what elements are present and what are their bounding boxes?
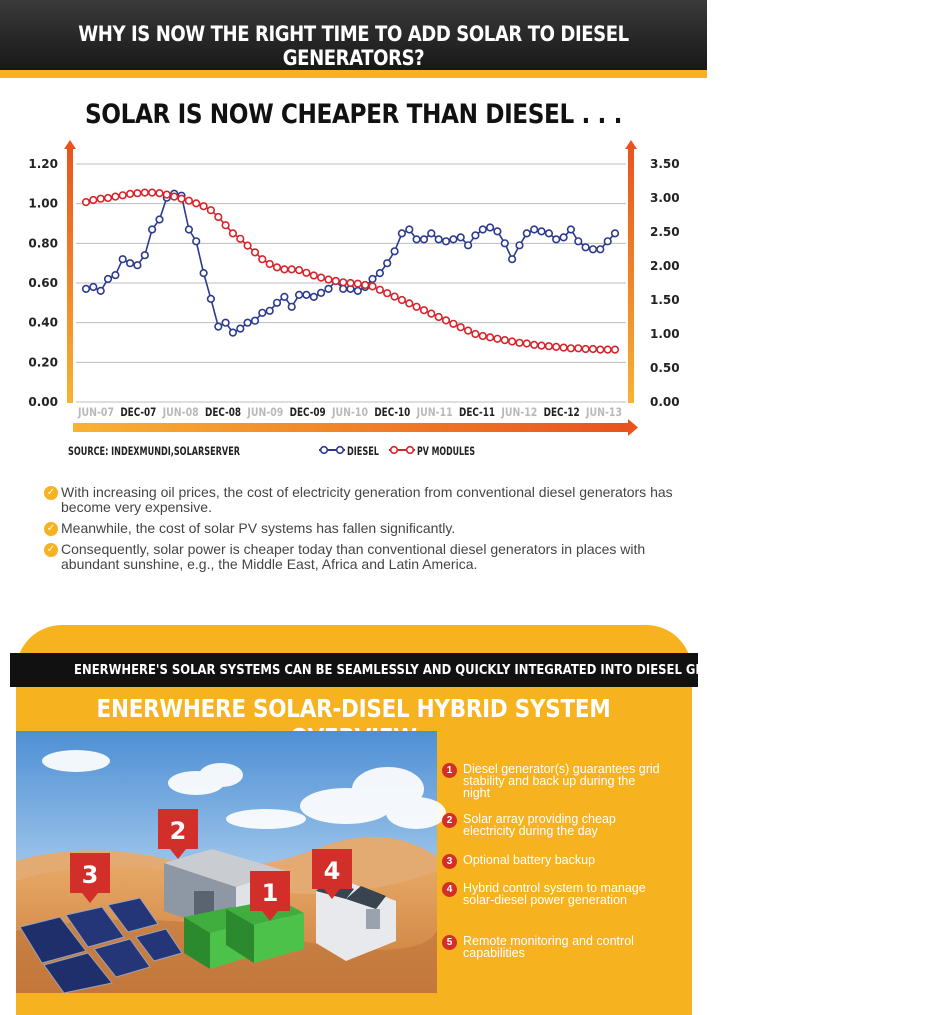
data-point xyxy=(266,261,273,268)
data-point xyxy=(480,226,487,233)
data-point xyxy=(450,321,457,328)
data-point xyxy=(90,284,97,291)
data-point xyxy=(516,242,523,249)
data-point xyxy=(311,272,318,279)
y-tick-left: 1.20 xyxy=(28,157,58,171)
data-point xyxy=(413,236,420,243)
key-point xyxy=(44,521,684,536)
data-point xyxy=(237,325,244,332)
x-tick-label: JUN-11 xyxy=(415,405,453,419)
data-point xyxy=(487,334,494,341)
data-point xyxy=(560,234,567,241)
data-point xyxy=(560,344,567,351)
data-point xyxy=(105,276,112,283)
y-tick-left: 0.80 xyxy=(28,236,58,251)
y-tick-right: 3.50 xyxy=(650,157,680,171)
left-axis-arrow xyxy=(64,140,76,149)
data-point xyxy=(259,310,266,317)
data-point xyxy=(428,230,435,237)
data-point xyxy=(369,283,376,290)
series-line xyxy=(86,194,615,333)
data-point xyxy=(303,270,310,277)
y-tick-right: 0.50 xyxy=(650,361,680,375)
data-point xyxy=(435,314,442,321)
data-point xyxy=(399,230,406,237)
data-point xyxy=(553,236,560,243)
component-item xyxy=(442,763,662,813)
data-point xyxy=(178,195,185,202)
x-tick-label: JUN-07 xyxy=(77,405,114,419)
data-point xyxy=(509,338,516,345)
data-point xyxy=(568,226,575,233)
integration-banner xyxy=(10,653,861,687)
data-point xyxy=(222,319,229,326)
data-point xyxy=(509,256,516,263)
y-tick-left: 0.00 xyxy=(28,395,58,409)
y-tick-right: 1.00 xyxy=(650,327,680,341)
data-point xyxy=(83,286,90,293)
data-point xyxy=(311,294,318,301)
component-item xyxy=(442,854,662,882)
key-point-text: Consequently, solar power is cheaper today than conventional diesel generators in places with abundant sunshine, e.g., the Middle East, Africa and Latin America. xyxy=(61,541,646,572)
x-tick-label: DEC-10 xyxy=(374,405,411,419)
data-point xyxy=(355,280,362,287)
x-axis-bar xyxy=(73,423,628,432)
key-point-text: Meanwhile, the cost of solar PV systems has fallen significantly. xyxy=(61,520,456,536)
marker-label: 1 xyxy=(261,879,279,907)
data-point xyxy=(597,246,604,253)
data-point xyxy=(347,280,354,287)
page-title: WHY IS NOW THE RIGHT TIME TO ADD SOLAR TO DIESEL GENERATORS? xyxy=(78,22,629,70)
data-point xyxy=(413,304,420,311)
data-point xyxy=(200,270,207,277)
data-point xyxy=(538,342,545,349)
data-point xyxy=(186,197,193,204)
y-tick-right: 2.00 xyxy=(650,259,680,273)
key-point xyxy=(44,485,684,515)
marker-label: 4 xyxy=(323,857,341,885)
data-point xyxy=(296,292,303,299)
data-point xyxy=(465,327,472,334)
overview-title: ENERWHERE SOLAR-DISEL HYBRID SYSTEM xyxy=(96,694,611,723)
data-point xyxy=(377,287,384,294)
data-point xyxy=(597,346,604,353)
data-point xyxy=(296,267,303,274)
data-point xyxy=(325,276,332,283)
data-point xyxy=(340,279,347,286)
right-axis-bar xyxy=(628,145,634,403)
data-point xyxy=(465,242,472,249)
data-point xyxy=(487,224,494,231)
data-point xyxy=(134,262,141,269)
data-point xyxy=(193,238,200,245)
data-point xyxy=(97,195,104,202)
data-point xyxy=(340,286,347,293)
data-point xyxy=(568,345,575,352)
data-point xyxy=(149,189,156,196)
y-tick-left: 0.20 xyxy=(28,355,58,370)
left-axis-bar xyxy=(67,145,73,403)
data-point xyxy=(215,323,222,330)
data-point xyxy=(230,329,237,336)
pv-series xyxy=(83,189,619,353)
number-badge: 3 xyxy=(442,854,457,869)
data-point xyxy=(112,272,119,279)
x-tick-label: DEC-09 xyxy=(289,405,326,419)
diesel-series xyxy=(83,190,619,336)
chart-source: SOURCE: INDEXMUNDI,SOLARSERVER xyxy=(68,444,241,458)
data-point xyxy=(406,226,413,233)
integration-banner-text: ENERWHERE'S SOLAR SYSTEMS CAN BE SEAMLESSLY AND QUICKLY INTEGRATED INTO DIESEL GENERATORS / MINI-GRIDS xyxy=(74,662,861,678)
x-tick-label: DEC-08 xyxy=(205,405,241,419)
data-point xyxy=(112,193,119,200)
data-point xyxy=(83,199,90,206)
data-point xyxy=(281,266,288,273)
data-point xyxy=(119,192,126,199)
data-point xyxy=(472,331,479,338)
legend-pv xyxy=(389,444,475,458)
data-point xyxy=(428,310,435,317)
data-point xyxy=(531,226,538,233)
data-point xyxy=(252,317,259,324)
data-point xyxy=(553,344,560,351)
y-tick-right: 2.50 xyxy=(650,225,680,239)
data-point xyxy=(259,256,266,263)
key-point-text: With increasing oil prices, the cost of electricity generation from conventional diesel generators has become very expensive. xyxy=(61,484,673,515)
data-point xyxy=(281,294,288,301)
component-text: Optional battery backup xyxy=(463,853,596,867)
number-badge: 5 xyxy=(442,935,457,950)
data-point xyxy=(582,244,589,251)
marker-label: 2 xyxy=(169,817,187,845)
data-point xyxy=(274,264,281,271)
data-point xyxy=(546,230,553,237)
component-item xyxy=(442,935,662,975)
data-point xyxy=(362,282,369,289)
data-point xyxy=(575,238,582,245)
x-tick-label: JUN-10 xyxy=(331,405,368,419)
y-tick-left: 0.60 xyxy=(28,276,58,290)
x-tick-label: DEC-11 xyxy=(459,405,495,419)
data-point xyxy=(494,228,501,235)
x-tick-label: DEC-07 xyxy=(120,405,157,419)
data-point xyxy=(604,238,611,245)
hybrid-system-illustration xyxy=(16,731,437,993)
data-point xyxy=(186,226,193,233)
data-point xyxy=(127,191,134,198)
data-point xyxy=(208,207,215,214)
data-point xyxy=(149,226,156,233)
data-point xyxy=(590,246,597,253)
data-point xyxy=(582,346,589,353)
data-point xyxy=(208,296,215,303)
data-point xyxy=(90,197,97,204)
data-point xyxy=(384,260,391,267)
x-tick-label: JUN-08 xyxy=(161,405,199,419)
data-point xyxy=(480,333,487,340)
data-point xyxy=(502,337,509,344)
key-points xyxy=(44,485,684,578)
data-point xyxy=(244,242,251,249)
data-point xyxy=(435,236,442,243)
data-point xyxy=(612,230,619,237)
data-point xyxy=(303,292,310,299)
y-tick-right: 3.00 xyxy=(650,191,680,205)
y-tick-right: 1.50 xyxy=(650,293,680,307)
x-tick-label: JUN-13 xyxy=(585,405,622,419)
legend-diesel xyxy=(319,444,379,458)
component-text: Hybrid control system to manage solar-diesel power generation xyxy=(463,881,646,907)
data-point xyxy=(443,238,450,245)
marker-label: 3 xyxy=(81,861,99,889)
x-axis-arrow xyxy=(628,419,638,436)
data-point xyxy=(142,189,149,196)
data-point xyxy=(575,345,582,352)
data-point xyxy=(406,300,413,307)
data-point xyxy=(399,297,406,304)
data-point xyxy=(156,216,163,223)
data-point xyxy=(443,317,450,324)
legend-label-diesel: DIESEL xyxy=(347,444,380,458)
number-badge: 4 xyxy=(442,882,457,897)
data-point xyxy=(391,248,398,255)
data-point xyxy=(494,336,501,343)
data-point xyxy=(355,288,362,295)
data-point xyxy=(200,203,207,210)
data-point xyxy=(457,324,464,331)
number-badge: 1 xyxy=(442,763,457,778)
data-point xyxy=(546,343,553,350)
data-point xyxy=(97,288,104,295)
data-point xyxy=(333,278,340,285)
data-point xyxy=(318,290,325,297)
data-point xyxy=(472,232,479,239)
data-point xyxy=(119,256,126,263)
data-point xyxy=(524,230,531,237)
data-point xyxy=(127,260,134,267)
data-point xyxy=(502,240,509,247)
data-point xyxy=(142,252,149,259)
data-point xyxy=(369,276,376,283)
system-components xyxy=(442,763,662,975)
x-tick-label: JUN-09 xyxy=(246,405,284,419)
data-point xyxy=(237,236,244,243)
y-tick-right: 0.00 xyxy=(650,395,680,409)
data-point xyxy=(612,346,619,353)
data-point xyxy=(538,228,545,235)
key-point xyxy=(44,542,684,572)
data-point xyxy=(516,340,523,347)
data-point xyxy=(377,270,384,277)
data-point xyxy=(222,222,229,229)
price-chart xyxy=(0,140,707,470)
right-y-ticks xyxy=(650,157,680,409)
data-point xyxy=(171,193,178,200)
data-point xyxy=(421,236,428,243)
checkmark-icon: ✓ xyxy=(44,522,58,536)
data-point xyxy=(244,319,251,326)
data-point xyxy=(105,195,112,202)
checkmark-icon: ✓ xyxy=(44,486,58,500)
component-item xyxy=(442,813,662,854)
data-point xyxy=(450,236,457,243)
data-point xyxy=(391,293,398,300)
data-point xyxy=(193,200,200,207)
left-y-ticks xyxy=(28,157,58,409)
x-tick-label: JUN-12 xyxy=(500,405,538,419)
y-tick-left: 0.40 xyxy=(28,315,58,330)
section-title-cost: SOLAR IS NOW CHEAPER THAN DIESEL . . . xyxy=(85,99,622,130)
component-item xyxy=(442,882,662,935)
x-tick-labels xyxy=(77,405,622,419)
series-line xyxy=(86,193,615,350)
data-point xyxy=(266,308,273,315)
data-point xyxy=(318,274,325,281)
header-bar xyxy=(0,0,707,78)
data-point xyxy=(252,249,259,256)
data-point xyxy=(604,346,611,353)
checkmark-icon: ✓ xyxy=(44,543,58,557)
data-point xyxy=(531,342,538,349)
data-point xyxy=(288,266,295,273)
data-point xyxy=(274,300,281,307)
data-point xyxy=(164,191,171,198)
data-point xyxy=(215,214,222,221)
data-point xyxy=(230,230,237,237)
number-badge: 2 xyxy=(442,813,457,828)
data-point xyxy=(325,286,332,293)
data-point xyxy=(524,340,531,347)
data-point xyxy=(590,346,597,353)
data-point xyxy=(384,290,391,297)
component-text: Remote monitoring and control capabilities xyxy=(463,934,634,960)
component-text: Diesel generator(s) guarantees grid stability and back up during the night xyxy=(463,762,660,800)
data-point xyxy=(288,304,295,311)
data-point xyxy=(457,234,464,241)
data-point xyxy=(421,307,428,314)
x-tick-label: DEC-12 xyxy=(543,405,580,419)
y-tick-left: 1.00 xyxy=(28,196,58,211)
data-point xyxy=(156,190,163,197)
component-text: Solar array providing cheap electricity during the day xyxy=(463,812,616,838)
data-point xyxy=(134,190,141,197)
header-stripe xyxy=(0,70,707,78)
right-axis-arrow xyxy=(625,140,637,149)
legend-label-pv: PV MODULES xyxy=(417,444,475,458)
